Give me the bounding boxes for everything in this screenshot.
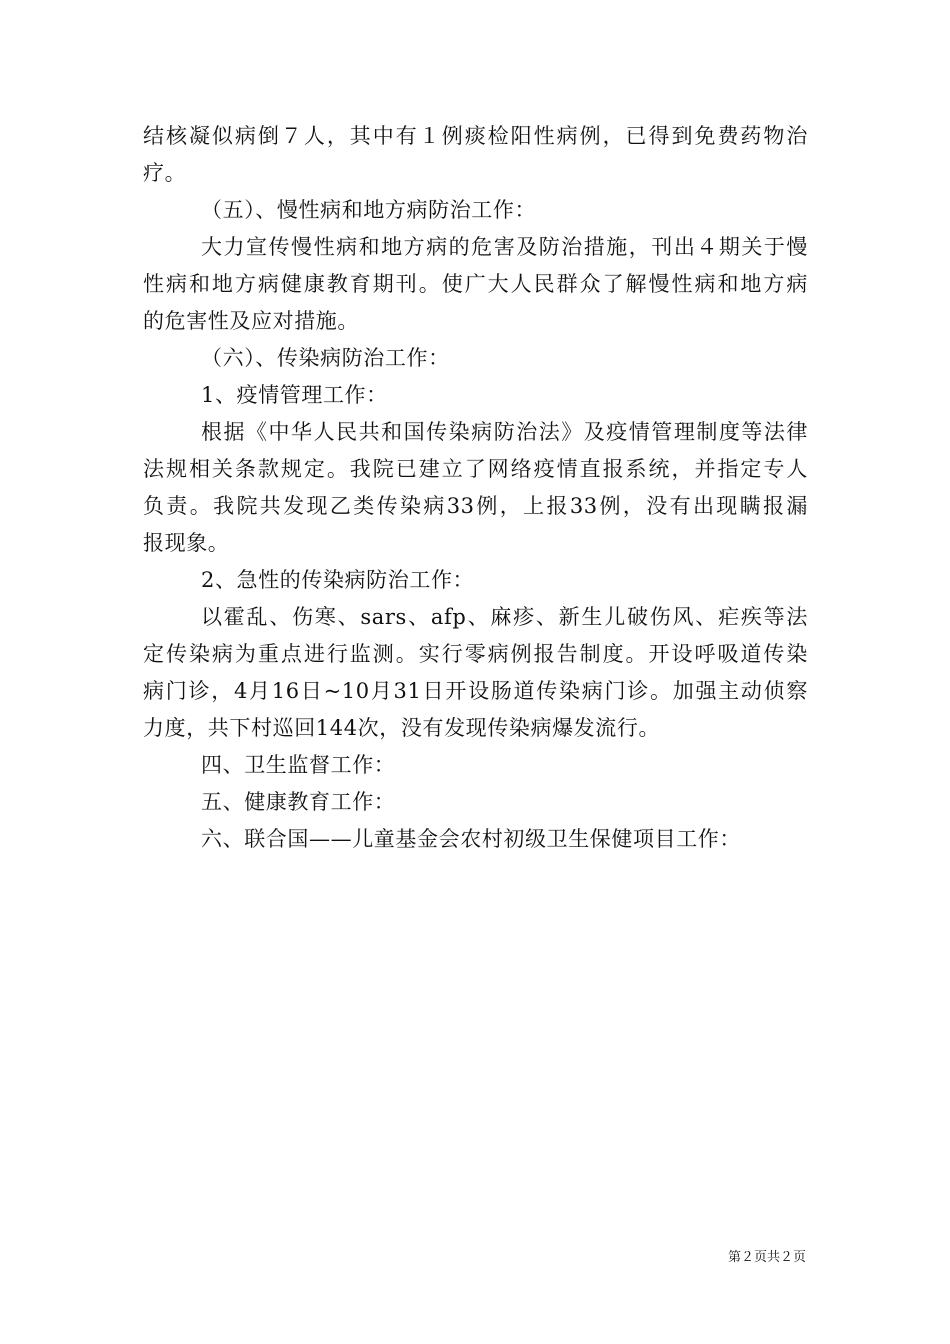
section-heading: 四、卫生监督工作： — [201, 753, 396, 777]
paragraph-line: 法规相关条款规定。我院已建立了网络疫情直报系统，并指定专人 — [143, 457, 808, 481]
section-heading: （六）、传染病防治工作： — [201, 346, 450, 370]
section-heading: 六、联合国——儿童基金会农村初级卫生保健项目工作： — [201, 827, 741, 851]
subsection-heading: 1、疫情管理工作： — [201, 383, 388, 407]
paragraph-line: 以霍乱、伤寒、sars、afp、麻疹、新生儿破伤风、疟疾等法 — [201, 605, 808, 629]
section-heading: （五）、慢性病和地方病防治工作： — [201, 198, 537, 222]
paragraph-line: 定传染病为重点进行监测。实行零病例报告制度。开设呼吸道传染 — [143, 642, 808, 666]
paragraph-line: 结核凝似病倒７人，其中有１例痰检阳性病例，已得到免费药物治 — [143, 124, 808, 148]
paragraph-line: 病门诊，4月16日~10月31日开设肠道传染病门诊。加强主动侦察 — [143, 679, 808, 703]
paragraph-line: 报现象。 — [143, 531, 230, 555]
paragraph-line: 大力宣传慢性病和地方病的危害及防治措施，刊出４期关于慢 — [201, 235, 808, 259]
paragraph-line: 疗。 — [143, 161, 187, 185]
paragraph-line: 的危害性及应对措施。 — [143, 309, 359, 333]
paragraph-line: 根据《中华人民共和国传染病防治法》及疫情管理制度等法律 — [201, 420, 808, 444]
paragraph-line: 性病和地方病健康教育期刊。使广大人民群众了解慢性病和地方病 — [143, 272, 808, 296]
paragraph-line: 力度，共下村巡回144次，没有发现传染病爆发流行。 — [143, 716, 661, 740]
subsection-heading: 2、急性的传染病防治工作： — [201, 568, 475, 592]
section-heading: 五、健康教育工作： — [201, 790, 396, 814]
paragraph-line: 负责。我院共发现乙类传染病33例，上报33例，没有出现瞒报漏 — [143, 494, 808, 518]
page-number: 第２页共２页 — [727, 1250, 806, 1265]
body-text — [143, 118, 808, 858]
